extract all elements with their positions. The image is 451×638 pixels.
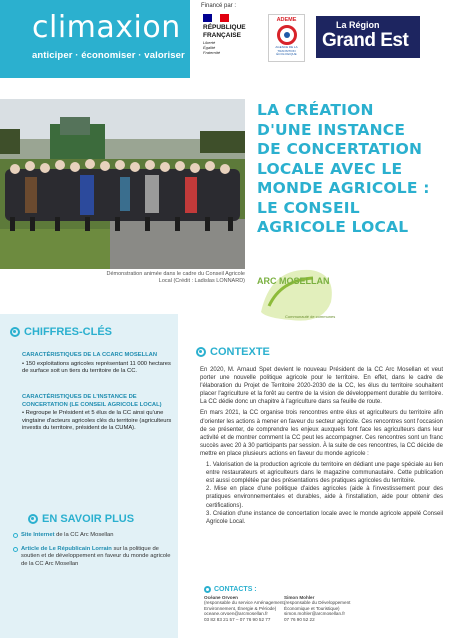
flag-icon [203,14,229,22]
contacts-section [204,586,444,622]
title-line: LA CRÉATION [257,101,374,119]
title-line: LOCALE AVEC LE [257,159,403,178]
target-icon [28,514,38,524]
contact-card [204,595,285,622]
devise-liberte: Liberté [203,40,216,45]
contact-line: Environnement, Énergie & Période) [204,605,277,611]
ademe-emblem-icon [277,25,297,45]
action-list [200,461,443,526]
context-heading [196,346,270,358]
title-line: AGRICOLE LOCAL [257,218,409,236]
learn-more-links [22,532,172,574]
republique-line-2: FRANÇAISE [203,31,241,39]
bullet-icon [13,533,18,538]
key-figure-block [22,394,172,433]
arc-logo-text: ARC MOSELLAN [257,276,330,286]
arc-mosellan-logo [251,262,347,326]
ademe-subtitle: AGENCE DE LA TRANSITION ÉCOLOGIQUE [275,45,298,56]
target-icon [196,347,206,357]
title-line: D'UNE INSTANCE [257,120,406,139]
action-item: 3. Création d'une instance de concertation locale avec le monde agricole appelé Conseil Agricole Local. [206,510,443,525]
context-title: CONTEXTE [210,346,270,358]
learn-more-heading [28,513,134,525]
contacts-heading [204,586,444,593]
contact-phone: 03 82 83 21 57 – 07 76 90 52 77 [204,616,271,622]
contact-line: (responsable du service Aménagement, [204,600,285,606]
target-icon [10,327,20,337]
key-figure-text: • Regroupe le Président et 5 élus de la CC ainsi qu'une vingtaine d'acteurs agricoles clés du territoire (agriculteurs investis du territoire, président de la CUMA). [22,410,172,431]
contact-email[interactable]: oceane.orvoen@arcmosellan.fr [204,611,268,617]
bullet-icon [13,547,18,552]
title-line: DE CONCERTATION [257,140,423,158]
link-text: sur la politique de soutien et de développement en faveur du monde agricole de la CC Arc Mosellan [21,545,171,567]
link-strong[interactable]: Site Internet [21,532,55,538]
learn-more-title: EN SAVOIR PLUS [42,513,135,525]
climaxion-logo [0,0,190,78]
region-line-1: La Région [336,20,380,30]
farmers-field-image [0,99,245,269]
page-title [257,101,447,238]
title-line: MONDE AGRICOLE : [257,179,430,197]
republique-francaise-logo [203,14,246,55]
contact-icon [204,586,211,593]
ademe-title: ADEME [276,17,297,23]
arc-logo-tagline: Communauté de communes [285,314,336,319]
link-website[interactable] [22,532,172,540]
context-body [200,366,443,528]
devise-fraternite: Fraternité [203,50,221,55]
contact-line: (responsable du Développement [284,600,351,606]
region-line-2: Grand Est [322,30,409,51]
contact-phone: 07 76 90 52 22 [284,616,315,622]
key-figure-title: CARACTÉRISTIQUES DE L'INSTANCE DE CONCERTATION (LE CONSEIL AGRICOLE LOCAL) [22,394,162,408]
key-figure-text: • 150 exploitations agricoles représentant 11 000 hectares de surface soit un tiers du territoire de la CC. [22,360,171,374]
devise-egalite: Égalité [203,45,216,50]
key-figures-title: CHIFFRES-CLÉS [24,326,112,338]
contact-name: Simon Mohler [284,595,315,600]
contacts-title: CONTACTS : [214,586,257,593]
contact-line: Économique et Touristique) [284,605,340,611]
brand-tagline: anticiper · économiser · valoriser [32,50,185,61]
action-item: 1. Valorisation de la production agricole du territoire en dédiant une page spéciale au lien entre restaurateurs et agriculteurs dans le magazine communautaire. Cette publication est aussi complétée par des présentations des pratiques agricoles du territoire. [206,462,443,485]
context-paragraph: En 2020, M. Arnaud Spet devient le nouveau Président de la CC Arc Mosellan et veut porter une nouvelle politique agricole pour le territoire. En effet, dans le cadre de l'élaboration du Projet de Territoire 2020-2030 de la CC, les élus du territoire souhaitent placer l'agriculture et la forêt au centre de la vision de développement durable du territoire. La CC dédie donc un chapitre à l'agriculture dans sa feuille de route. [200,367,443,406]
link-strong[interactable]: Article de Le Républicain Lorrain [21,545,112,552]
link-text: de la CC Arc Mosellan [54,532,114,538]
title-line: LE CONSEIL [257,198,360,217]
link-article[interactable] [22,546,172,569]
key-figures-panel [0,314,178,638]
group-photo [0,99,245,269]
key-figures-heading [10,326,112,338]
page-header [0,0,451,78]
financed-by-label: Financé par : [201,3,237,9]
ademe-logo [268,14,305,62]
context-paragraph: En mars 2021, la CC organise trois rencontres entre élus et agriculteurs du territoire afin d'orienter les actions à mener en faveur du secteur agricole. Ces rencontres sont l'occasion de se présenter, de comprendre les enjeux auxquels font face les agriculteurs dans leur activité et de montrer comment la CC peut les accompagner. Ces rencontres sont un franc succès avec 20 à 30 participants par session. À la suite de ces rencontres, la CC décide de mettre en place plusieurs actions en faveur du monde agricole : [200,410,443,457]
brand-name: climaxion [32,10,181,45]
region-grand-est-logo [316,16,420,58]
contact-email[interactable]: simon.mohler@arcmosellan.fr [284,611,346,617]
action-item: 2. Mise en place d'une politique d'aides agricoles (aide à l'investissement pour des pratiques environnementales et durables, aide à l'installation, aide pour obtenir des certifications). [206,486,443,509]
key-figure-title: CARACTÉRISTIQUES DE LA CCARC MOSELLAN [22,352,158,358]
photo-caption: Démonstration animée dans le cadre du Conseil Agricole Local (Crédit : Ladislas LONNARD) [106,271,245,284]
contact-name: Océane Orvoen [204,595,238,600]
key-figure-block [22,352,172,376]
republique-line-1: RÉPUBLIQUE [203,24,246,31]
contact-card [284,595,350,622]
